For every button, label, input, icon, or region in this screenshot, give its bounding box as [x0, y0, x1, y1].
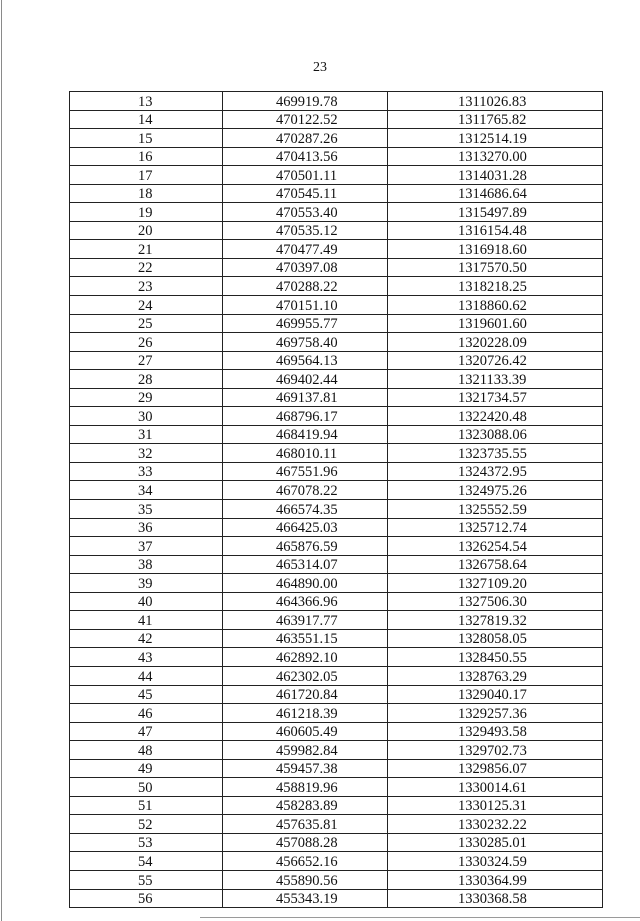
y-coordinate-cell: 1330014.61: [388, 778, 603, 797]
y-coordinate-cell: 1330368.58: [388, 889, 603, 908]
table-row: [70, 592, 603, 611]
y-coordinate-cell: 1324372.95: [388, 462, 603, 481]
table-row: [70, 481, 603, 500]
x-coordinate-cell: 458283.89: [223, 796, 388, 815]
y-coordinate-cell: 1318218.25: [388, 277, 603, 296]
point-number-cell: 49: [70, 759, 223, 778]
x-coordinate-cell: 464890.00: [223, 574, 388, 593]
y-coordinate-cell: 1323088.06: [388, 425, 603, 444]
point-number-cell: 52: [70, 815, 223, 834]
point-number-cell: 41: [70, 611, 223, 630]
point-number-cell: 15: [70, 129, 223, 148]
x-coordinate-cell: 469137.81: [223, 388, 388, 407]
table-row: [70, 277, 603, 296]
table-row: [70, 518, 603, 537]
x-coordinate-cell: 469758.40: [223, 333, 388, 352]
x-coordinate-cell: 457635.81: [223, 815, 388, 834]
x-coordinate-cell: 466574.35: [223, 500, 388, 519]
table-row: [70, 221, 603, 240]
y-coordinate-cell: 1318860.62: [388, 296, 603, 315]
table-row: [70, 258, 603, 277]
x-coordinate-cell: 468419.94: [223, 425, 388, 444]
point-number-cell: 22: [70, 258, 223, 277]
y-coordinate-cell: 1329493.58: [388, 722, 603, 741]
table-row: [70, 370, 603, 389]
y-coordinate-cell: 1321734.57: [388, 388, 603, 407]
point-number-cell: 40: [70, 592, 223, 611]
y-coordinate-cell: 1330125.31: [388, 796, 603, 815]
point-number-cell: 28: [70, 370, 223, 389]
table-row: [70, 166, 603, 185]
x-coordinate-cell: 470397.08: [223, 258, 388, 277]
x-coordinate-cell: 464366.96: [223, 592, 388, 611]
table-row: [70, 333, 603, 352]
table-row: [70, 351, 603, 370]
x-coordinate-cell: 467551.96: [223, 462, 388, 481]
table-row: [70, 815, 603, 834]
point-number-cell: 14: [70, 110, 223, 129]
table-row: [70, 462, 603, 481]
table-row: [70, 574, 603, 593]
table-row: [70, 759, 603, 778]
table-row: [70, 147, 603, 166]
x-coordinate-cell: 461720.84: [223, 685, 388, 704]
y-coordinate-cell: 1314686.64: [388, 184, 603, 203]
y-coordinate-cell: 1330285.01: [388, 833, 603, 852]
x-coordinate-cell: 470151.10: [223, 296, 388, 315]
table-row: [70, 407, 603, 426]
x-coordinate-cell: 458819.96: [223, 778, 388, 797]
x-coordinate-cell: 470553.40: [223, 203, 388, 222]
table-row: [70, 629, 603, 648]
point-number-cell: 24: [70, 296, 223, 315]
x-coordinate-cell: 466425.03: [223, 518, 388, 537]
table-row: [70, 704, 603, 723]
table-row: [70, 314, 603, 333]
x-coordinate-cell: 462302.05: [223, 666, 388, 685]
x-coordinate-cell: 467078.22: [223, 481, 388, 500]
table-row: [70, 110, 603, 129]
y-coordinate-cell: 1323735.55: [388, 444, 603, 463]
point-number-cell: 16: [70, 147, 223, 166]
table-row: [70, 852, 603, 871]
y-coordinate-cell: 1324975.26: [388, 481, 603, 500]
y-coordinate-cell: 1322420.48: [388, 407, 603, 426]
table-row: [70, 833, 603, 852]
table-row: [70, 129, 603, 148]
y-coordinate-cell: 1311026.83: [388, 92, 603, 111]
table-row: [70, 796, 603, 815]
point-number-cell: 23: [70, 277, 223, 296]
x-coordinate-cell: 469564.13: [223, 351, 388, 370]
x-coordinate-cell: 468010.11: [223, 444, 388, 463]
y-coordinate-cell: 1328763.29: [388, 666, 603, 685]
y-coordinate-cell: 1311765.82: [388, 110, 603, 129]
page-edge-left: [1, 0, 2, 921]
x-coordinate-cell: 470413.56: [223, 147, 388, 166]
x-coordinate-cell: 460605.49: [223, 722, 388, 741]
y-coordinate-cell: 1313270.00: [388, 147, 603, 166]
x-coordinate-cell: 459982.84: [223, 741, 388, 760]
point-number-cell: 25: [70, 314, 223, 333]
y-coordinate-cell: 1321133.39: [388, 370, 603, 389]
x-coordinate-cell: 461218.39: [223, 704, 388, 723]
coordinates-table: [69, 91, 603, 908]
table-row: [70, 722, 603, 741]
point-number-cell: 43: [70, 648, 223, 667]
point-number-cell: 44: [70, 666, 223, 685]
x-coordinate-cell: 470501.11: [223, 166, 388, 185]
page-edge-bottom: [200, 917, 640, 918]
table-row: [70, 889, 603, 908]
y-coordinate-cell: 1330232.22: [388, 815, 603, 834]
point-number-cell: 50: [70, 778, 223, 797]
x-coordinate-cell: 459457.38: [223, 759, 388, 778]
x-coordinate-cell: 470287.26: [223, 129, 388, 148]
y-coordinate-cell: 1325712.74: [388, 518, 603, 537]
point-number-cell: 47: [70, 722, 223, 741]
point-number-cell: 53: [70, 833, 223, 852]
point-number-cell: 20: [70, 221, 223, 240]
x-coordinate-cell: 462892.10: [223, 648, 388, 667]
y-coordinate-cell: 1316918.60: [388, 240, 603, 259]
x-coordinate-cell: 463917.77: [223, 611, 388, 630]
table-row: [70, 296, 603, 315]
page-number: 23: [313, 60, 327, 75]
table-row: [70, 666, 603, 685]
y-coordinate-cell: 1320726.42: [388, 351, 603, 370]
y-coordinate-cell: 1327819.32: [388, 611, 603, 630]
point-number-cell: 26: [70, 333, 223, 352]
point-number-cell: 56: [70, 889, 223, 908]
table-row: [70, 611, 603, 630]
y-coordinate-cell: 1330364.99: [388, 870, 603, 889]
table-row: [70, 685, 603, 704]
table-row: [70, 240, 603, 259]
x-coordinate-cell: 463551.15: [223, 629, 388, 648]
point-number-cell: 48: [70, 741, 223, 760]
y-coordinate-cell: 1329702.73: [388, 741, 603, 760]
point-number-cell: 38: [70, 555, 223, 574]
y-coordinate-cell: 1314031.28: [388, 166, 603, 185]
x-coordinate-cell: 456652.16: [223, 852, 388, 871]
x-coordinate-cell: 455343.19: [223, 889, 388, 908]
table-row: [70, 444, 603, 463]
y-coordinate-cell: 1329856.07: [388, 759, 603, 778]
y-coordinate-cell: 1319601.60: [388, 314, 603, 333]
point-number-cell: 34: [70, 481, 223, 500]
x-coordinate-cell: 470477.49: [223, 240, 388, 259]
coordinates-table-body: [70, 92, 603, 908]
x-coordinate-cell: 455890.56: [223, 870, 388, 889]
point-number-cell: 21: [70, 240, 223, 259]
point-number-cell: 45: [70, 685, 223, 704]
x-coordinate-cell: 457088.28: [223, 833, 388, 852]
point-number-cell: 17: [70, 166, 223, 185]
x-coordinate-cell: 468796.17: [223, 407, 388, 426]
y-coordinate-cell: 1326254.54: [388, 537, 603, 556]
table-row: [70, 203, 603, 222]
y-coordinate-cell: 1325552.59: [388, 500, 603, 519]
point-number-cell: 19: [70, 203, 223, 222]
y-coordinate-cell: 1330324.59: [388, 852, 603, 871]
table-row: [70, 870, 603, 889]
point-number-cell: 55: [70, 870, 223, 889]
point-number-cell: 51: [70, 796, 223, 815]
x-coordinate-cell: 470535.12: [223, 221, 388, 240]
table-row: [70, 500, 603, 519]
table-row: [70, 555, 603, 574]
y-coordinate-cell: 1328058.05: [388, 629, 603, 648]
point-number-cell: 13: [70, 92, 223, 111]
x-coordinate-cell: 469955.77: [223, 314, 388, 333]
point-number-cell: 46: [70, 704, 223, 723]
x-coordinate-cell: 469402.44: [223, 370, 388, 389]
point-number-cell: 39: [70, 574, 223, 593]
x-coordinate-cell: 465314.07: [223, 555, 388, 574]
point-number-cell: 27: [70, 351, 223, 370]
point-number-cell: 30: [70, 407, 223, 426]
x-coordinate-cell: 470545.11: [223, 184, 388, 203]
table-row: [70, 648, 603, 667]
table-row: [70, 388, 603, 407]
point-number-cell: 35: [70, 500, 223, 519]
x-coordinate-cell: 470122.52: [223, 110, 388, 129]
point-number-cell: 37: [70, 537, 223, 556]
point-number-cell: 18: [70, 184, 223, 203]
table-row: [70, 92, 603, 111]
table-row: [70, 741, 603, 760]
table-row: [70, 537, 603, 556]
point-number-cell: 29: [70, 388, 223, 407]
y-coordinate-cell: 1317570.50: [388, 258, 603, 277]
y-coordinate-cell: 1326758.64: [388, 555, 603, 574]
point-number-cell: 31: [70, 425, 223, 444]
table-row: [70, 778, 603, 797]
y-coordinate-cell: 1327506.30: [388, 592, 603, 611]
table-row: [70, 184, 603, 203]
point-number-cell: 54: [70, 852, 223, 871]
point-number-cell: 36: [70, 518, 223, 537]
y-coordinate-cell: 1316154.48: [388, 221, 603, 240]
point-number-cell: 33: [70, 462, 223, 481]
x-coordinate-cell: 470288.22: [223, 277, 388, 296]
y-coordinate-cell: 1312514.19: [388, 129, 603, 148]
table-row: [70, 425, 603, 444]
y-coordinate-cell: 1327109.20: [388, 574, 603, 593]
point-number-cell: 42: [70, 629, 223, 648]
y-coordinate-cell: 1320228.09: [388, 333, 603, 352]
y-coordinate-cell: 1328450.55: [388, 648, 603, 667]
point-number-cell: 32: [70, 444, 223, 463]
x-coordinate-cell: 469919.78: [223, 92, 388, 111]
y-coordinate-cell: 1329257.36: [388, 704, 603, 723]
y-coordinate-cell: 1315497.89: [388, 203, 603, 222]
x-coordinate-cell: 465876.59: [223, 537, 388, 556]
y-coordinate-cell: 1329040.17: [388, 685, 603, 704]
